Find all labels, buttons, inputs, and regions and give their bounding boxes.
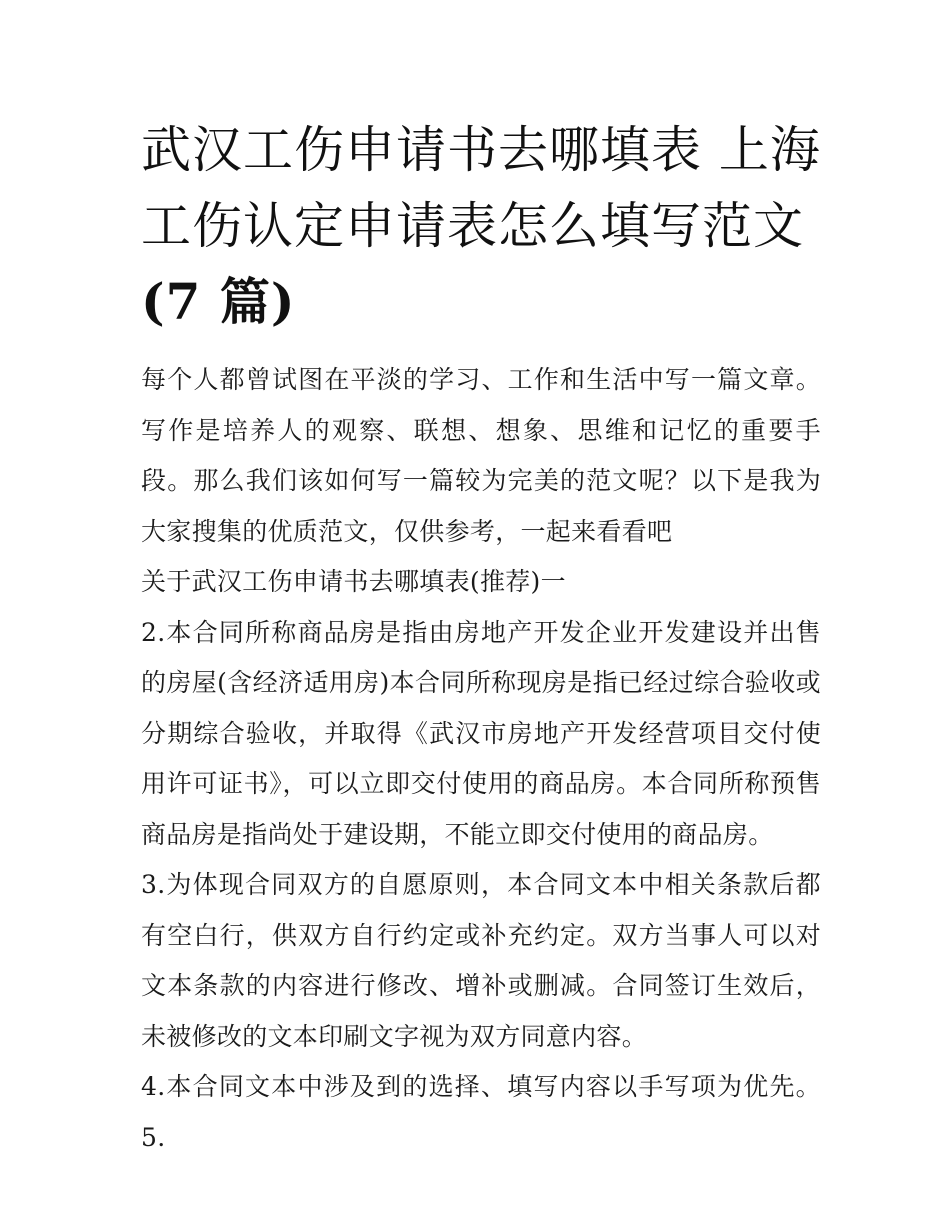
document-body	[141, 355, 821, 1163]
title-text: 武汉工伤申请书去哪填表 上海工伤认定申请表怎么填写范文	[141, 121, 821, 255]
title-count: (7 篇)	[141, 272, 296, 331]
clause-2-paragraph: 2.本合同所称商品房是指由房地产开发企业开发建设并出售的房屋(含经济适用房)本合同所称现房是指已经过综合验收或分期综合验收，并取得《武汉市房地产开发经营项目交付使用许可证书》，可以立即交付使用的商品房。本合同所称预售商品房是指尚处于建设期，不能立即交付使用的商品房。	[141, 617, 821, 849]
clause-4-paragraph: 4.本合同文本中涉及到的选择、填写内容以手写项为优先。 5.	[141, 1072, 821, 1152]
intro-paragraph: 每个人都曾试图在平淡的学习、工作和生活中写一篇文章。写作是培养人的观察、联想、想象、思维和记忆的重要手段。那么我们该如何写一篇较为完美的范文呢？以下是我为大家搜集的优质范文，仅供参考，一起来看看吧	[141, 365, 821, 546]
section-heading: 关于武汉工伤申请书去哪填表(推荐)一	[141, 567, 566, 596]
document-title	[141, 112, 821, 340]
clause-3-paragraph: 3.为体现合同双方的自愿原则，本合同文本中相关条款后都有空白行，供双方自行约定或补充约定。双方当事人可以对文本条款的内容进行修改、增补或删减。合同签订生效后，未被修改的文本印刷文字视为双方同意内容。	[141, 870, 821, 1051]
